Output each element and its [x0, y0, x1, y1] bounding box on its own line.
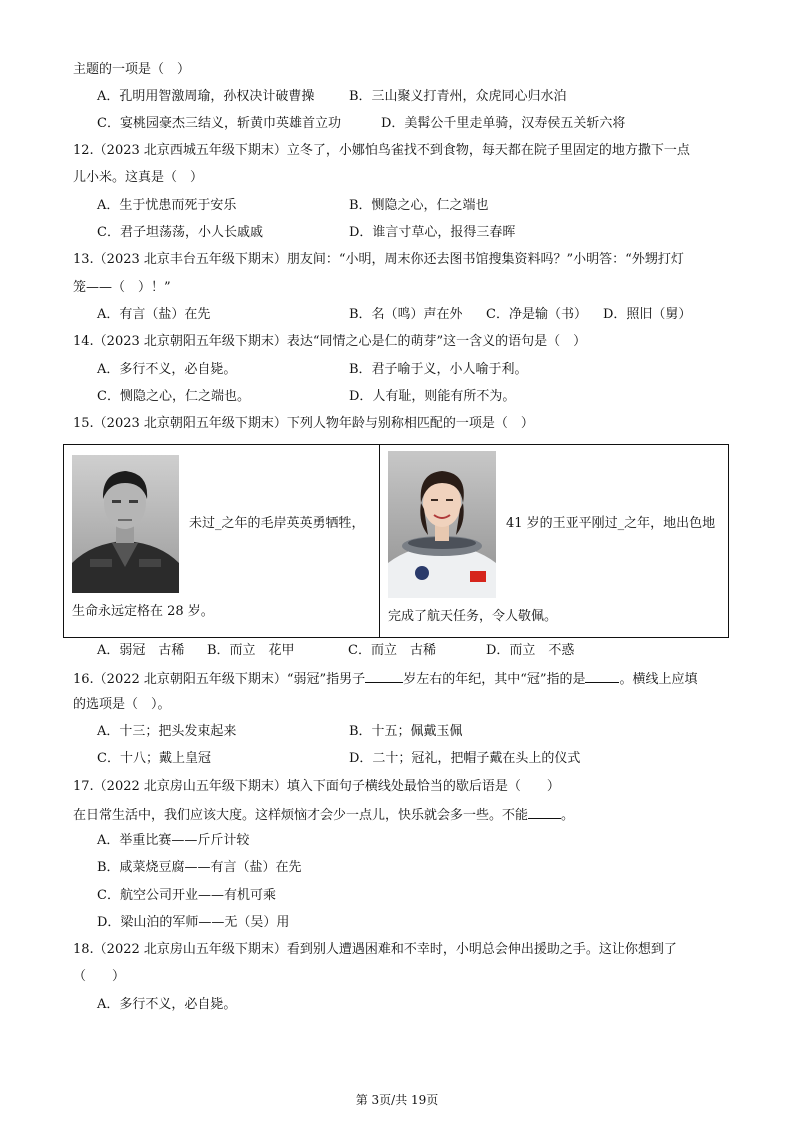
- q12-stem-line1: 12.（2023 北京西城五年级下期末）立冬了，小娜怕鸟雀找不到食物，每天都在院子里固定的地方撒下一点: [73, 143, 690, 158]
- q16-option-a: A．十三；把头发束起来: [97, 724, 237, 739]
- q12-option-b: B．恻隐之心，仁之端也: [349, 198, 489, 213]
- q16-stem-part3: 。横线上应填: [619, 672, 698, 687]
- q13-option-a: A．有言（盐）在先: [97, 307, 211, 322]
- q12-stem-line2: 儿小米。这真是（ ）: [73, 170, 204, 185]
- q14-option-d: D．人有耻，则能有所不为。: [349, 389, 516, 404]
- q15-option-d: D．而立 不惑: [486, 643, 575, 658]
- q15-option-b: B．而立 花甲: [207, 643, 295, 658]
- q17-sentence: [73, 805, 734, 825]
- q16-stem-part2: 岁左右的年纪，其中“冠”指的是: [403, 672, 586, 687]
- q15-option-a: A．弱冠 古稀: [97, 643, 185, 658]
- q11-option-c: C．宴桃园豪杰三结义，斩黄巾英雄首立功: [97, 116, 341, 131]
- q15-stem: 15.（2023 北京朝阳五年级下期末）下列人物年龄与别称相匹配的一项是（ ）: [73, 416, 534, 431]
- answer-blank: [528, 805, 561, 819]
- q17-sentence-part1: 在日常生活中，我们应该大度。这样烦恼才会少一点儿，快乐就会多一些。不能: [73, 808, 529, 823]
- right-caption-line1: 41 岁的王亚平刚过_之年，地出色地: [506, 516, 716, 531]
- q17-sentence-part2: 。: [561, 808, 575, 823]
- q11-option-b: B．三山聚义打青州，众虎同心归水泊: [349, 89, 567, 104]
- left-caption-line1: 未过_之年的毛岸英英勇牺牲，: [189, 516, 365, 531]
- q16-stem-line2: 的选项是（ ）。: [73, 697, 171, 712]
- q17-stem: 17.（2022 北京房山五年级下期末）填入下面句子横线处最恰当的歇后语是（ ）: [73, 779, 560, 794]
- q14-stem: 14.（2023 北京朝阳五年级下期末）表达“同情之心是仁的萌芽”这一含义的语句是（ ）: [73, 334, 587, 349]
- portrait-photo-mao-anying: [72, 455, 179, 593]
- q15-option-c: C．而立 古稀: [348, 643, 436, 658]
- q14-option-a: A．多行不义，必自毙。: [97, 362, 237, 377]
- q18-stem-line1: 18.（2022 北京房山五年级下期末）看到别人遭遇困难和不幸时，小明总会伸出援助之手。这让你想到了: [73, 942, 677, 957]
- answer-blank: [585, 669, 619, 683]
- q16-stem-part1: 16.（2022 北京朝阳五年级下期末）“弱冠”指男子: [73, 672, 366, 687]
- q14-option-c: C．恻隐之心，仁之端也。: [97, 389, 250, 404]
- q12-option-d: D．谁言寸草心，报得三春晖: [349, 225, 516, 240]
- q13-option-d: D．照旧（舅）: [603, 307, 692, 322]
- q11-stem: 主题的一项是（ ）: [73, 62, 191, 77]
- q13-option-c: C．净是输（书）: [486, 307, 587, 322]
- q17-option-d: D．梁山泊的军师——无（吴）用: [97, 915, 290, 930]
- q15-image-table: [63, 444, 729, 638]
- q16-option-b: B．十五；佩戴玉佩: [349, 724, 463, 739]
- q16-option-c: C．十八；戴上皇冠: [97, 751, 211, 766]
- q17-option-a: A．举重比赛——斤斤计较: [97, 833, 250, 848]
- q13-stem-line2: 笼——（ ）！”: [73, 280, 171, 295]
- table-divider: [379, 445, 380, 637]
- q12-option-a: A．生于忧患而死于安乐: [97, 198, 237, 213]
- q18-option-a: A．多行不义，必自毙。: [97, 997, 237, 1012]
- portrait-photo-wang-yaping: [388, 451, 496, 598]
- q16-option-d: D．二十；冠礼，把帽子戴在头上的仪式: [349, 751, 581, 766]
- q18-stem-line2: （ ）: [73, 969, 126, 984]
- q11-option-a: A．孔明用智激周瑜，孙权决计破曹操: [97, 89, 315, 104]
- left-caption-line2: 生命永远定格在 28 岁。: [72, 604, 214, 619]
- page-number: 第 3页/共 19页: [355, 1093, 439, 1107]
- q13-stem-line1: 13.（2023 北京丰台五年级下期末）朋友间：“小明，周末你还去图书馆搜集资料吗？”小明答：“外甥打灯: [73, 252, 684, 267]
- q17-option-c: C．航空公司开业——有机可乘: [97, 888, 276, 903]
- q14-option-b: B．君子喻于义，小人喻于利。: [349, 362, 528, 377]
- q12-option-c: C．君子坦荡荡，小人长戚戚: [97, 225, 263, 240]
- q13-option-b: B．名（鸣）声在外: [349, 307, 463, 322]
- q16-stem-line1: [73, 669, 734, 689]
- right-caption-line2: 完成了航天任务，令人敬佩。: [388, 609, 558, 624]
- q17-option-b: B．咸菜烧豆腐——有言（盐）在先: [97, 860, 302, 875]
- answer-blank: [365, 669, 403, 683]
- q11-option-d: D．美髯公千里走单骑，汉寿侯五关斩六将: [381, 116, 626, 131]
